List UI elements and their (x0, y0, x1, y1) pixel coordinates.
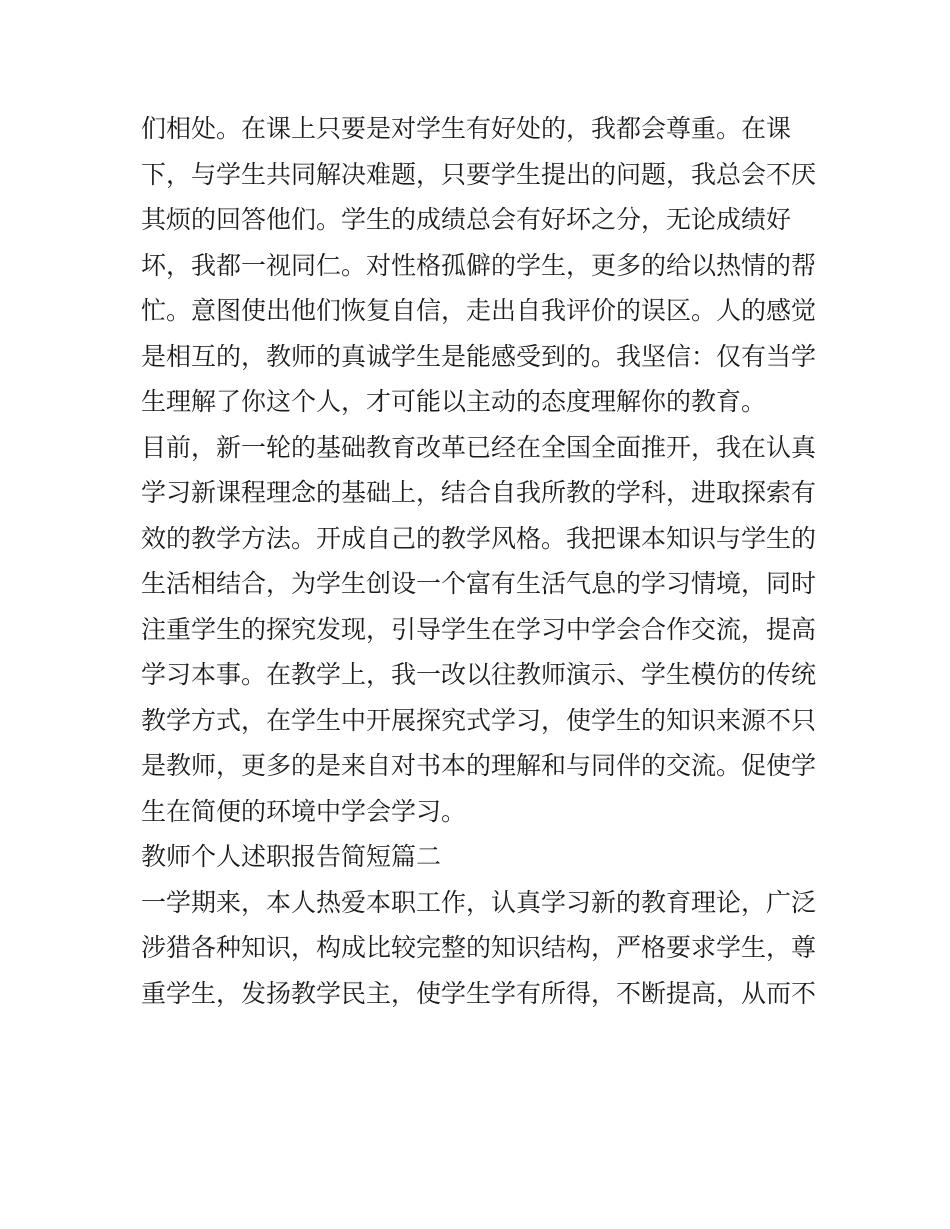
text-line: 教学方式，在学生中开展探究式学习，使学生的知识来源不只 (141, 705, 817, 735)
text-line: 下，与学生共同解决难题，只要学生提出的问题，我总会不厌 (141, 159, 817, 189)
section-heading: 教师个人述职报告简短篇二 (141, 842, 442, 871)
text-line: 坏，我都一视同仁。对性格孤僻的学生，更多的给以热情的帮 (141, 250, 817, 280)
text-line: 重学生，发扬教学民主，使学生学有所得，不断提高，从而不 (141, 978, 817, 1008)
text-line: 效的教学方法。开成自己的教学风格。我把课本知识与学生的 (141, 523, 817, 553)
text-line: 们相处。在课上只要是对学生有好处的，我都会尊重。在课 (141, 114, 792, 143)
text-line: 是教师，更多的是来自对书本的理解和与同伴的交流。促使学 (141, 751, 817, 780)
text-line: 注重学生的探究发现，引导学生在学习中学会合作交流，提高 (141, 614, 817, 644)
text-line: 生理解了你这个人，才可能以主动的态度理解你的教育。 (141, 387, 767, 416)
text-line: 生活相结合，为学生创设一个富有生活气息的学习情境，同时 (141, 569, 817, 598)
text-line: 学习新课程理念的基础上，结合自我所教的学科，进取探索有 (141, 478, 817, 507)
text-line: 涉猎各种知识，构成比较完整的知识结构，严格要求学生，尊 (141, 933, 817, 962)
text-line: 学习本事。在教学上，我一改以往教师演示、学生模仿的传统 (141, 660, 817, 689)
text-line: 一学期来，本人热爱本职工作，认真学习新的教育理论，广泛 (141, 887, 817, 917)
text-line: 忙。意图使出他们恢复自信，走出自我评价的误区。人的感觉 (141, 296, 817, 325)
text-line: 其烦的回答他们。学生的成绩总会有好坏之分，无论成绩好 (141, 205, 792, 234)
text-line: 是相互的，教师的真诚学生是能感受到的。我坚信：仅有当学 (141, 341, 817, 371)
body-text (141, 106, 821, 1016)
text-line: 目前，新一轮的基础教育改革已经在全国全面推开，我在认真 (141, 432, 817, 462)
text-line: 生在简便的环境中学会学习。 (141, 796, 467, 826)
